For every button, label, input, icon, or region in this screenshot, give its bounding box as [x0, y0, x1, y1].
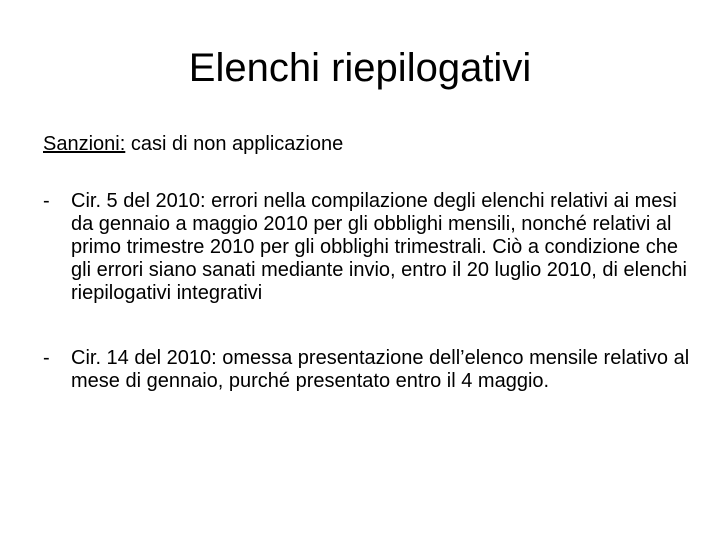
bullet-text: Cir. 14 del 2010: omessa presentazione dell’elenco mensile relativo al mese di gennaio, purché presentato entro il 4 maggio.: [71, 347, 690, 392]
bullet-dash: -: [43, 347, 50, 369]
bullet-list: [43, 190, 703, 393]
bullet-item-circular-5: [43, 190, 703, 305]
bullet-item-circular-14: [43, 347, 703, 393]
subtitle-text: casi di non applicazione: [125, 133, 344, 155]
subtitle: [43, 130, 343, 158]
slide-title: Elenchi riepilogativi: [188, 46, 532, 90]
bullet-dash: -: [43, 190, 50, 212]
subtitle-label: Sanzioni:: [43, 133, 126, 155]
bullet-text: Cir. 5 del 2010: errori nella compilazione degli elenchi relativi ai mesi da gennaio a maggio 2010 per gli obblighi mensili, nonché relativi al primo trimestre 2010 per gli obblighi trimestrali. Ciò a condizione che gli errori siano sanati mediante invio, entro il 20 luglio 2010, di elenchi riepilogativi integrativi: [71, 190, 687, 304]
